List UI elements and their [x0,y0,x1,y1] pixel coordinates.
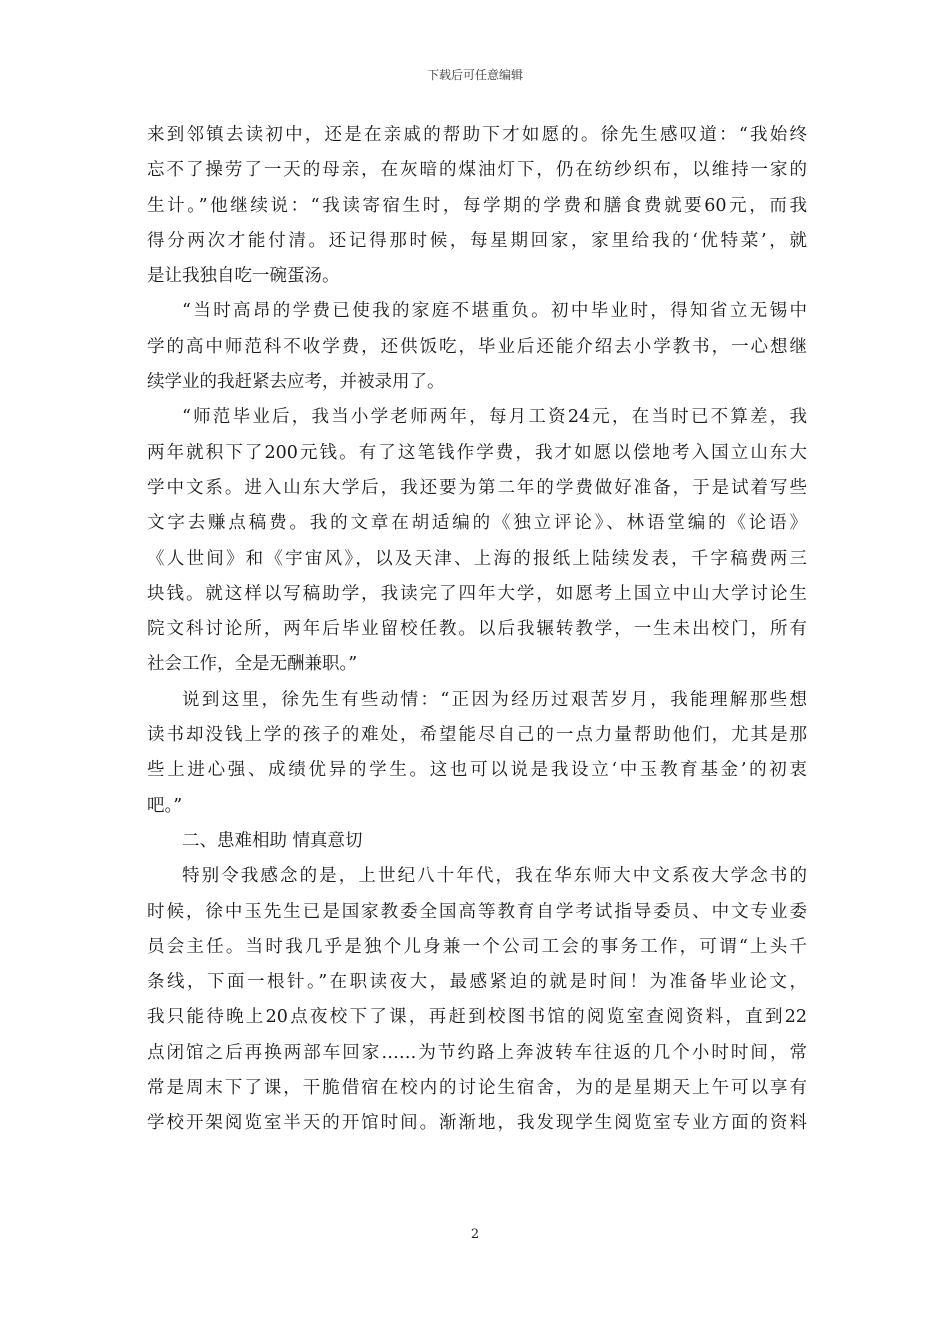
text-line: 读书却没钱上学的孩子的难处，希望能尽自己的一点力量帮助他们，尤其是那 [147,725,807,746]
document-body [147,118,807,1142]
text-line: 学中文系。进入山东大学后，我还要为第二年的学费做好准备，于是试着写些 [147,477,807,498]
text-line: 说到这里，徐先生有些动情：“正因为经历过艰苦岁月，我能理解那些想 [182,689,807,710]
text-line: 来到邻镇去读初中，还是在亲戚的帮助下才如愿的。徐先生感叹道：“我始终 [147,125,807,145]
text-line: 块钱。就这样以写稿助学，我读完了四年大学，如愿考上国立中山大学讨论生 [147,583,807,604]
text-line: 院文科讨论所，两年后毕业留校任教。以后我辗转教学，一生未出校门，所有 [147,619,807,640]
paragraph [147,859,807,1141]
text-line: 得分两次才能付清。还记得那时候，每星期回家，家里给我的‘优特菜’，就 [147,230,807,251]
text-line: 常是周末下了课，干脆借宿在校内的讨论生宿舍，为的是星期天上午可以享有 [147,1078,807,1099]
paragraph [147,400,807,682]
text-line: 生计。”他继续说：“我读寄宿生时，每学期的学费和膳食费就要60元，而我 [147,195,807,216]
text-line: 员会主任。当时我几乎是独个儿身兼一个公司工会的事务工作，可谓“上头千 [147,936,807,957]
text-line: “师范毕业后，我当小学老师两年，每月工资24元，在当时已不算差，我 [182,407,807,428]
text-line: 学的高中师范科不收学费，还供饭吃，毕业后还能介绍去小学教书，一心想继 [147,336,807,357]
text-line: 忘不了操劳了一天的母亲，在灰暗的煤油灯下，仍在纺纱织布，以维持一家的 [147,160,807,181]
text-line: 我只能待晚上20点夜校下了课，再赶到校图书馆的阅览室查阅资料，直到22 [147,1007,807,1028]
text-line: “当时高昂的学费已使我的家庭不堪重负。初中毕业时，得知省立无锡中 [182,301,807,322]
text-line: 二、患难相助 情真意切 [182,830,363,851]
text-line: 两年就积下了200元钱。有了这笔钱作学费，我才如愿以偿地考入国立山东大 [147,442,807,463]
text-line: 《人世间》和《宇宙风》，以及天津、上海的报纸上陆续发表，千字稿费两三 [147,548,807,569]
text-line: 时候，徐中玉先生已是国家教委全国高等教育自学考试指导委员、中文专业委 [147,901,807,922]
section-heading [147,824,807,859]
paragraph [147,683,807,824]
text-line: 学校开架阅览室半天的开馆时间。渐渐地，我发现学生阅览室专业方面的资料 [147,1113,807,1134]
text-line: 吧。” [147,795,183,816]
paragraph [147,118,807,294]
text-line: 社会工作，全是无酬兼职。” [147,654,358,675]
text-line: 是让我独自吃一碗蛋汤。 [147,266,340,287]
page-number: 2 [470,1227,480,1242]
page-header: 下载后可任意编辑 [426,68,523,82]
text-line: 续学业的我赶紧去应考，并被录用了。 [147,372,445,393]
text-line: 文字去赚点稿费。我的文章在胡适编的《独立评论》、林语堂编的《论语》 [147,513,807,534]
text-line: 特别令我感念的是，上世纪八十年代，我在华东师大中文系夜大学念书的 [182,866,807,887]
paragraph [147,294,807,400]
text-line: 点闭馆之后再换两部车回家……为节约路上奔波转车往返的几个小时时间，常 [147,1042,807,1063]
text-line: 条线，下面一根针。”在职读夜大，最感紧迫的就是时间！为准备毕业论文， [147,972,807,993]
text-line: 些上进心强、成绩优异的学生。这也可以说是我设立‘中玉教育基金’的初衷 [147,760,807,781]
